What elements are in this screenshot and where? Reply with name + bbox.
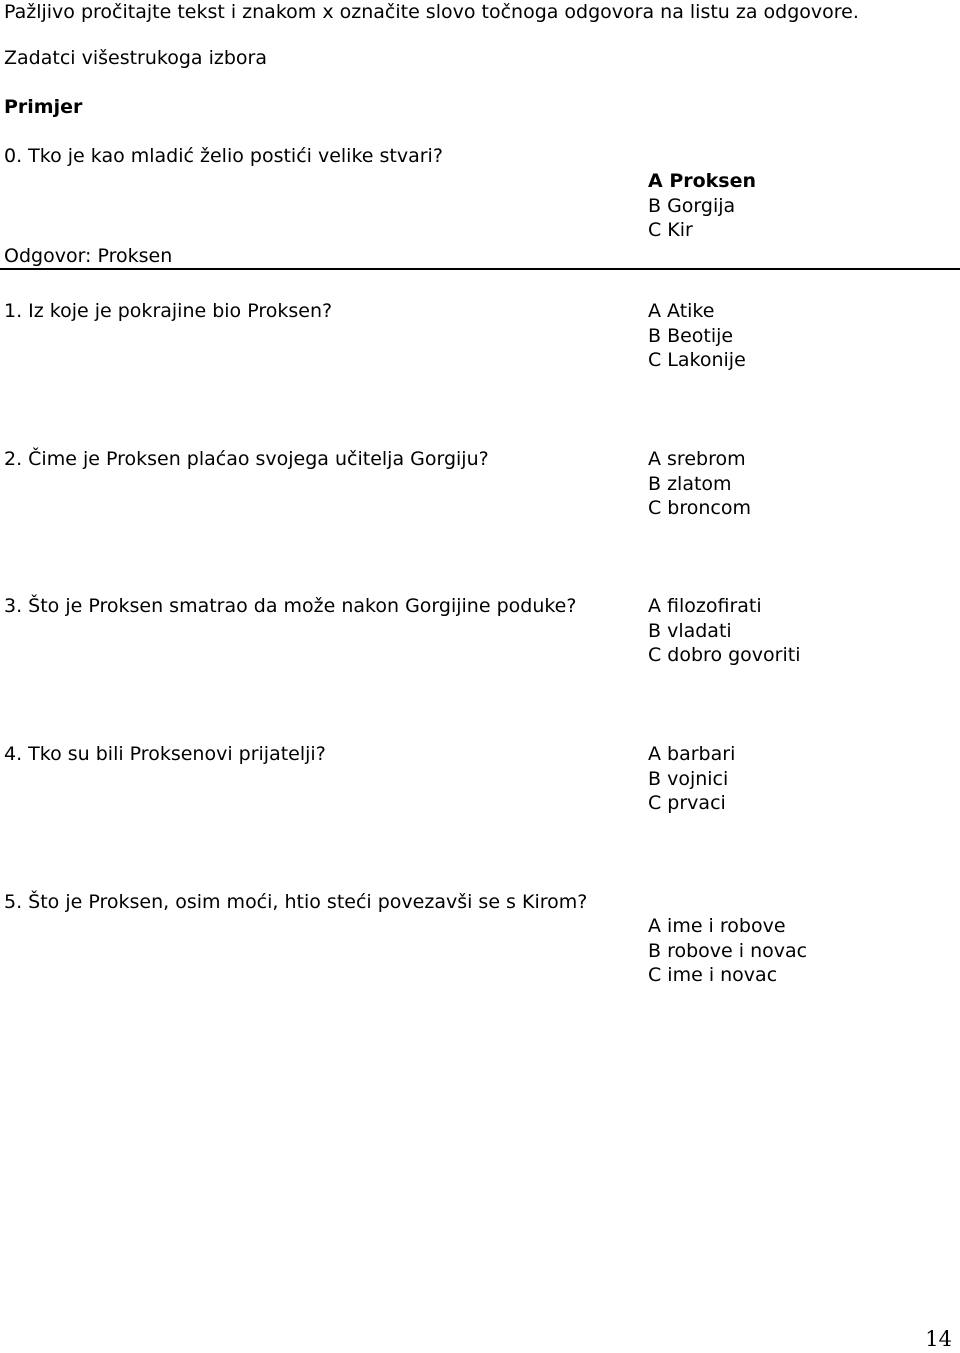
question-1-option-b: B Beotije — [648, 324, 734, 347]
question-4-option-b: B vojnici — [648, 767, 729, 790]
question-5-options — [648, 914, 807, 988]
question-2: 2. Čime je Proksen plaćao svojega učitelja Gorgiju? — [4, 448, 489, 470]
example-option-b: B Gorgija — [648, 194, 736, 217]
instruction-text: Pažljivo pročitajte tekst i znakom x označite slovo točnoga odgovora na listu za odgovore. — [4, 1, 859, 23]
question-5-option-a: A ime i robove — [648, 915, 786, 937]
question-5: 5. Što je Proksen, osim moći, htio steći povezavši se s Kirom? — [4, 891, 588, 913]
question-2-option-a: A srebrom — [648, 448, 746, 470]
question-3-options — [648, 594, 800, 668]
question-4: 4. Tko su bili Proksenovi prijatelji? — [4, 743, 326, 765]
example-options — [648, 169, 756, 243]
question-1-option-c: C Lakonije — [648, 349, 746, 372]
section-title: Zadatci višestrukoga izbora — [4, 47, 267, 69]
question-1: 1. Iz koje je pokrajine bio Proksen? — [4, 300, 333, 322]
example-option-c: C Kir — [648, 219, 693, 242]
question-3-option-b: B vladati — [648, 619, 732, 642]
example-answer: Odgovor: Proksen — [4, 245, 173, 267]
question-2-option-c: C broncom — [648, 497, 752, 520]
example-divider — [0, 268, 960, 270]
question-4-options — [648, 742, 735, 816]
question-3: 3. Što je Proksen smatrao da može nakon Gorgijine poduke? — [4, 595, 577, 617]
question-5-option-b: B robove i novac — [648, 939, 808, 962]
question-2-options — [648, 447, 751, 521]
question-3-option-c: C dobro govoriti — [648, 644, 801, 667]
question-5-option-c: C ime i novac — [648, 964, 778, 987]
page-number: 14 — [925, 1327, 952, 1351]
question-3-option-a: A filozofirati — [648, 595, 762, 617]
question-4-option-a: A barbari — [648, 743, 736, 765]
example-heading: Primjer — [4, 96, 83, 118]
question-4-option-c: C prvaci — [648, 792, 726, 815]
example-option-a: A Proksen — [648, 170, 757, 192]
example-question: 0. Tko je kao mladić želio postići velike stvari? — [4, 145, 443, 167]
question-1-option-a: A Atike — [648, 300, 715, 322]
question-1-options — [648, 299, 746, 373]
question-2-option-b: B zlatom — [648, 472, 732, 495]
